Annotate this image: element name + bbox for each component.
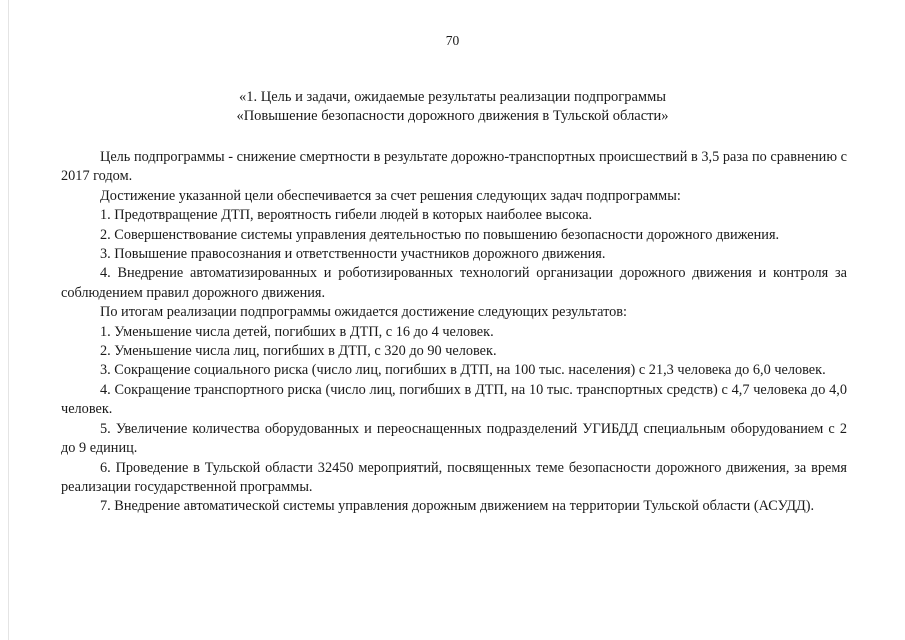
paragraph: По итогам реализации подпрограммы ожидается достижение следующих результатов: xyxy=(100,304,628,321)
paragraph: 1. Предотвращение ДТП, вероятность гибели людей в которых наиболее высока. xyxy=(100,207,593,224)
section-heading xyxy=(0,88,905,126)
paragraph: 7. Внедрение автоматической системы управления дорожным движением на территории Тульской области (АСУДД). xyxy=(100,498,815,515)
paragraph: 2. Совершенствование системы управления деятельностью по повышению безопасности дорожного движения. xyxy=(100,226,780,243)
paragraph: 3. Повышение правосознания и ответственности участников дорожного движения. xyxy=(100,246,606,263)
paragraph: 4. Внедрение автоматизированных и роботизированных технологий организации дорожного движения и контроля за соблюдением правил дорожного движения. xyxy=(61,265,847,301)
paragraph: 6. Проведение в Тульской области 32450 мероприятий, посвященных теме безопасности дорожного движения, за время реализации государственной программы. xyxy=(61,459,847,495)
page-number: 70 xyxy=(445,33,460,48)
paragraph: Достижение указанной цели обеспечивается за счет решения следующих задач подпрограммы: xyxy=(100,187,681,204)
paragraph: 4. Сокращение транспортного риска (число лиц, погибших в ДТП, на 10 тыс. транспортных средств) с 4,7 человека до 4,0 человек. xyxy=(61,381,847,418)
heading-line-2: «Повышение безопасности дорожного движения в Тульской области» xyxy=(236,108,669,124)
paragraph: 2. Уменьшение числа лиц, погибших в ДТП, с 320 до 90 человек. xyxy=(100,343,497,360)
paragraph: 1. Уменьшение числа детей, погибших в ДТП, с 16 до 4 человек. xyxy=(100,323,494,340)
body-text xyxy=(61,148,847,517)
heading-line-1: «1. Цель и задачи, ожидаемые результаты реализации подпрограммы xyxy=(238,89,667,105)
paragraph: 3. Сокращение социального риска (число лиц, погибших в ДТП, на 100 тыс. населения) с 21,3 человека до 6,0 человек. xyxy=(100,362,826,379)
paragraph: 5. Увеличение количества оборудованных и переоснащенных подразделений УГИБДД специальным оборудованием с 2 до 9 единиц. xyxy=(61,420,847,457)
paragraph: Цель подпрограммы - снижение смертности в результате дорожно-транспортных происшествий в 3,5 раза по сравнению с 2017 годом. xyxy=(61,149,847,185)
